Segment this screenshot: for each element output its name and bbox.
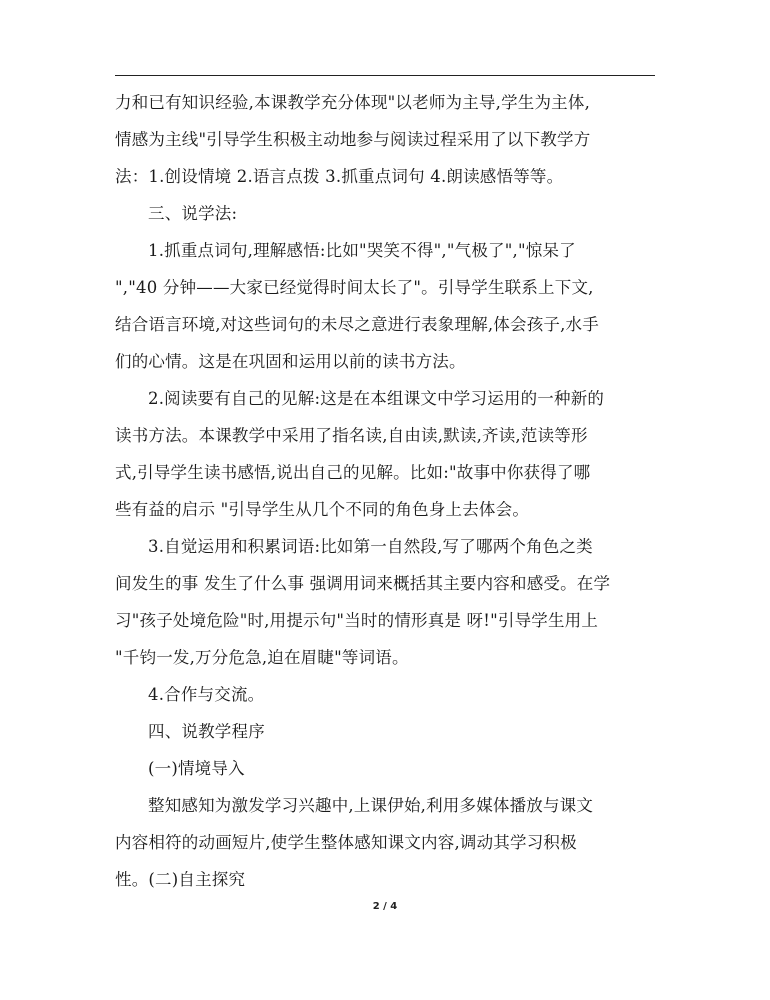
section-heading: 三、说学法: [148,204,238,223]
text-line: 法：1.创设情境 2.语言点拨 3.抓重点词句 4.朗读感悟等等。 [115,167,564,186]
page-number: 2 / 4 [372,901,398,912]
text-line: 4.合作与交流。 [148,685,265,704]
text-line: 读书方法。本课教学中采用了指名读,自由读,默读,齐读,范读等形 [115,426,588,445]
text-line: 情感为主线"引导学生积极主动地参与阅读过程采用了以下教学方 [115,130,591,149]
text-line: 内容相符的动画短片,使学生整体感知课文内容,调动其学习积极 [115,833,577,852]
text-line: 1.抓重点词句,理解感悟:比如"哭笑不得","气极了","惊呆了 [148,241,576,260]
text-line: 力和已有知识经验,本课教学充分体现"以老师为主导,学生为主体, [115,93,591,112]
text-line: 2.阅读要有自己的见解:这是在本组课文中学习运用的一种新的 [148,389,605,408]
body-text [115,84,660,898]
subsection-heading: (一)情境导入 [148,759,245,778]
text-line: 整知感知为激发学习兴趣中,上课伊始,利用多媒体播放与课文 [148,796,594,815]
text-line: 们的心情。这是在巩固和运用以前的读书方法。 [115,352,466,371]
text-line: 些有益的启示 "引导学生从几个不同的角色身上去体会。 [115,500,530,519]
text-line: 3.自觉运用和积累词语:比如第一自然段,写了哪两个角色之类 [148,537,593,556]
text-line: "千钧一发,万分危急,迫在眉睫"等词语。 [115,648,409,667]
text-line: 间发生的事 发生了什么事 强调用词来概括其主要内容和感受。在学 [115,574,611,593]
section-heading: 四、说教学程序 [148,722,265,741]
header-rule [115,75,655,76]
text-line: ","40 分钟——大家已经觉得时间太长了"。引导学生联系上下文, [115,278,594,297]
text-line: 性。(二)自主探究 [115,870,246,889]
text-line: 式,引导学生读书感悟,说出自己的见解。比如:"故事中你获得了哪 [115,463,591,482]
text-line: 习"孩子处境危险"时,用提示句"当时的情形真是 呀!"引导学生用上 [115,611,599,630]
text-line: 结合语言环境,对这些词句的未尽之意进行表象理解,体会孩子,水手 [115,315,599,334]
